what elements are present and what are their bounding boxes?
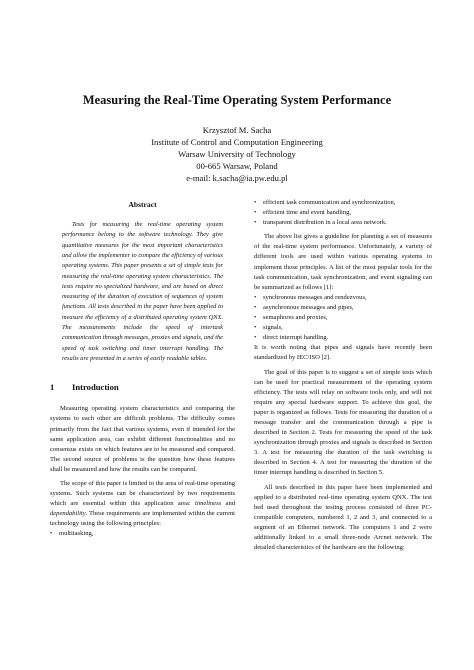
right-column	[254, 198, 432, 553]
author-address: 00-665 Warsaw, Poland	[196, 161, 278, 171]
list-item: • efficient time and event handling,	[254, 208, 432, 218]
author-email: e-mail: k.sacha@ia.pw.edu.pl	[186, 173, 288, 183]
bullet-icon: •	[254, 219, 257, 227]
intro-paragraph-4: It is worth noting that pipes and signals have recently been standardized by IEC/ISO [2].	[254, 344, 432, 362]
bullet-icon: •	[254, 334, 257, 342]
intro-paragraph-2: The scope of this paper is limited to the area of real-time operating systems. Such systems can be characterized by two requirements which are essential within this application area: timeliness and dependability. These requirements are implemented within the current technology using the following principles:	[50, 480, 235, 528]
section-number: 1	[50, 382, 55, 393]
list-item: • semaphores and proxies,	[254, 313, 432, 323]
list-item: • efficient task communication and synchronization,	[254, 198, 432, 208]
intro-paragraph-6: All tests described in this paper have been implemented and applied to a distributed real-time operating system QNX. The test bed used throughout the testing process consisted of three PC-compatible computers, numbered 1, 2 and 3, and connected to a segment of an Ethernet network. The computers 1 and 2 were additionally linked to a small three-node Arcnet network. The detailed characteristics of the hardware are the following:	[254, 483, 432, 552]
author-institute: Institute of Control and Computation Engineering	[151, 137, 323, 147]
author-university: Warsaw University of Technology	[178, 149, 296, 159]
bullet-icon: •	[254, 324, 257, 332]
emphasis-timeliness: timeliness	[195, 500, 222, 508]
bullet-icon: •	[254, 303, 257, 311]
list-item: • asynchronous messages and pipes,	[254, 303, 432, 313]
intro-paragraph-1: Measuring operating system characteristics and comparing the systems to each other are difficult problems. The difficulty comes primarily from the fact that various systems, even if intended for the same application area, can exhibit different functionalities and no consensus exists on which features are to be measured and compared. The second source of problems is the question how these features shall be measured and how the results can be compared.	[50, 405, 235, 473]
author-name: Krzysztof M. Sacha	[202, 125, 272, 135]
list-item: • synchronous messages and rendezvous,	[254, 293, 432, 303]
bullet-icon: •	[254, 293, 257, 301]
list-item: • signals,	[254, 323, 432, 333]
author-block	[0, 124, 474, 184]
principles-list-left	[50, 529, 235, 539]
left-column	[50, 200, 235, 540]
bullet-icon: •	[254, 314, 257, 322]
section-heading-introduction	[50, 382, 235, 392]
list-item: • transparent distribution in a local area network.	[254, 218, 432, 228]
bullet-icon: •	[50, 530, 53, 538]
section-title: Introduction	[72, 382, 119, 393]
principles-list-right	[254, 198, 432, 228]
abstract-heading: Abstract	[128, 200, 157, 209]
list-item: • direct interrupt handling.	[254, 333, 432, 343]
abstract-text	[50, 220, 235, 364]
tools-list	[254, 293, 432, 343]
intro-paragraph-3: The above list gives a guideline for planning a set of measures of the real-time system performance. Unfortunately, a variety of different tools are used within various operating systems to implement those principles. A list of the most popular tools for the task communication, task synchronization, and event signaling can be summarized as follows [1]:	[254, 233, 432, 291]
bullet-icon: •	[254, 199, 257, 206]
abstract-body: Tests for measuring the real-time operating system performance belong to the software technology. They give quantitative measures for the most important characteristics and allow the implementer to compare the efficiency of various operating systems. This paper presents a set of simple tests for measuring the real-time operating system characteristics. The tests require no specialized hardware, and are based on direct measuring of the duration of execution of sequences of system functions. All tests described in the paper have been applied to measure the efficiency of a distributed operating system QNX. The measurements include the speed of intertask communication through messages, proxies and signals, and the speed of task switching and timer interrupt handling. The results are presented in a series of easily readable tables.	[62, 221, 223, 362]
bullet-icon: •	[254, 209, 257, 217]
paper-title: Measuring the Real-Time Operating System Performance	[82, 93, 392, 107]
intro-paragraph-5: The goal of this paper is to suggest a set of simple tests which can be used for practical measurement of the operating system efficiency. The tests will relay on software tools only, and will not require any special hardware support. To achieve this goal, the paper is organized as follows. Tests for measuring the duration of a message transfer and the communication through a pipe is described in Section 2. Tests for measuring the speed of the task synchronization through proxies and signals is described in Section 3. A test for measuring the duration of the task switching is described in Section 4. A test for measuring the duration of the timer interrupt handling is described in Section 5.	[254, 368, 432, 477]
emphasis-dependability: dependability	[50, 510, 86, 518]
list-item: • multitasking,	[50, 529, 235, 539]
